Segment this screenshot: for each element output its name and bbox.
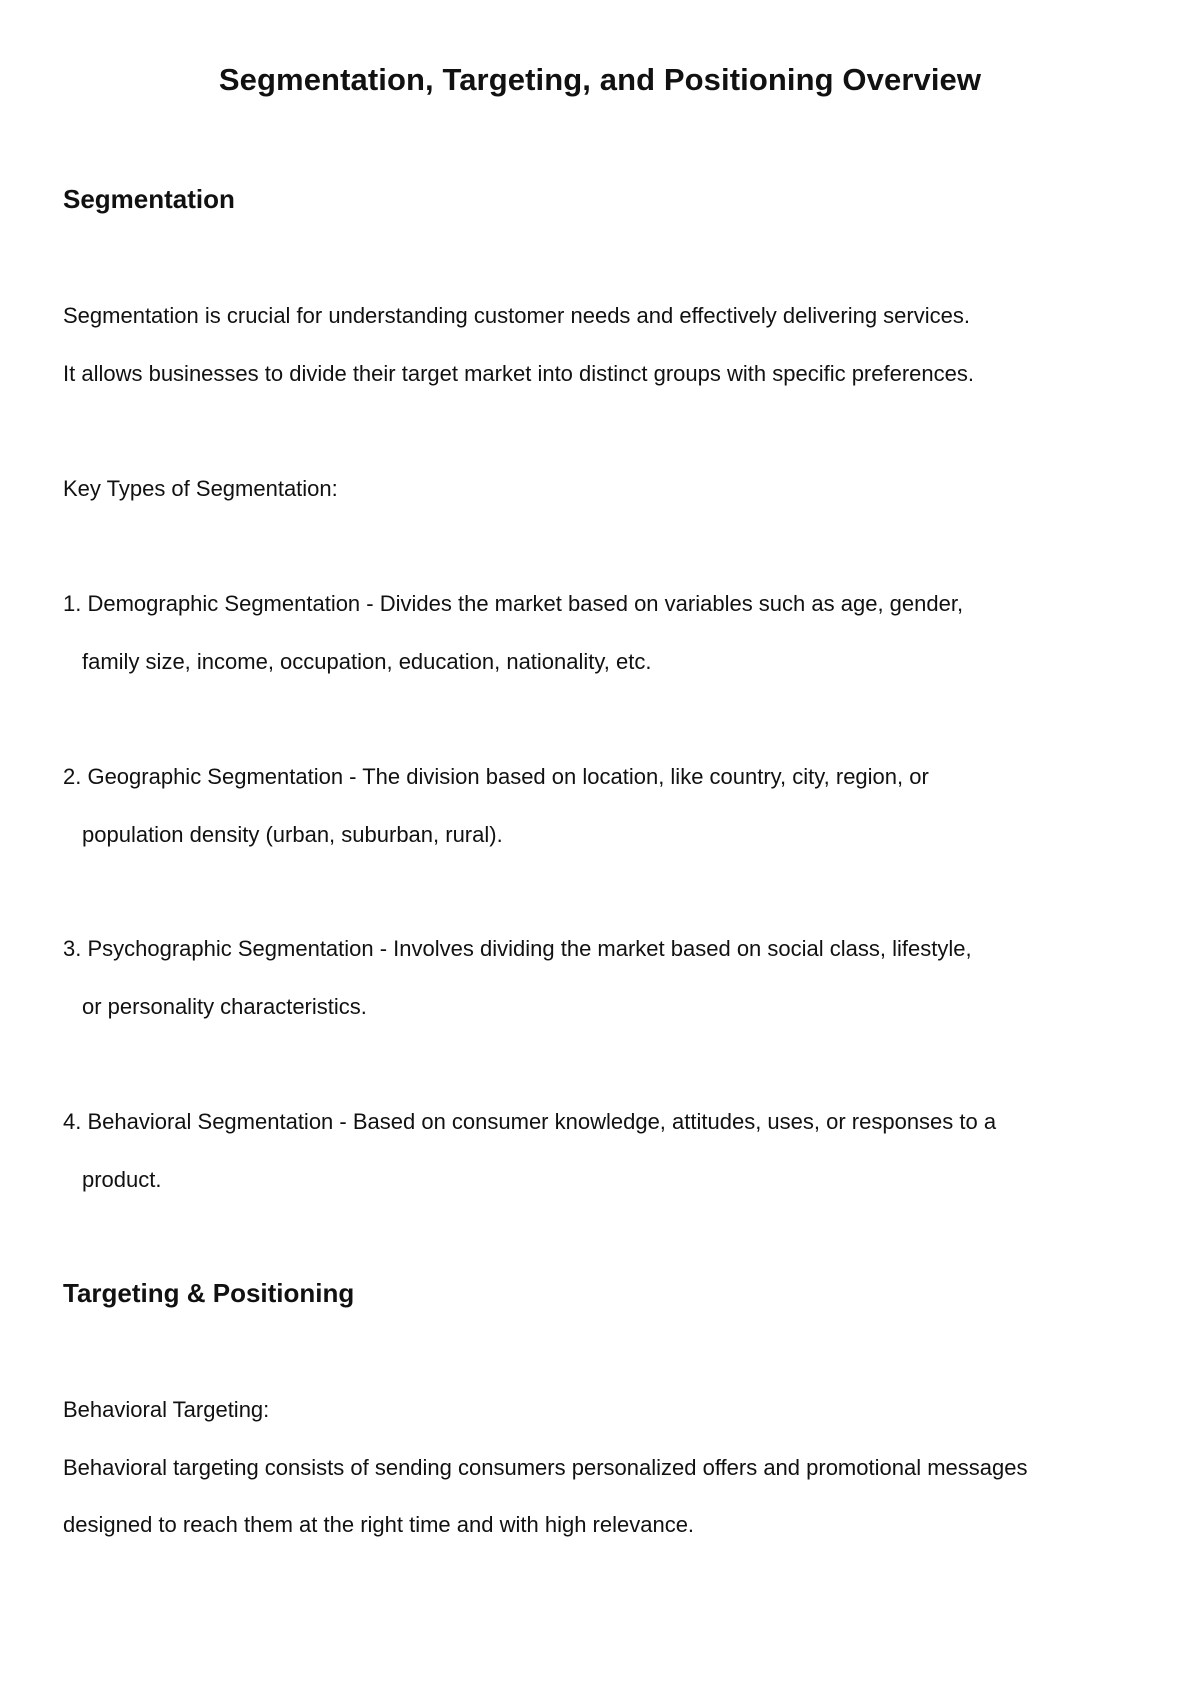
segmentation-type-psychographic: 3. Psychographic Segmentation - Involves dividing the market based on social class, lifestyle,	[63, 936, 972, 961]
segmentation-type-geographic-continued: population density (urban, suburban, rural).	[82, 822, 503, 847]
segmentation-type-psychographic-continued: or personality characteristics.	[82, 994, 367, 1019]
behavioral-targeting-body-line: Behavioral targeting consists of sending consumers personalized offers and promotional messages	[63, 1455, 1028, 1480]
segmentation-intro-line: It allows businesses to divide their target market into distinct groups with specific preferences.	[63, 361, 974, 386]
segmentation-type-geographic: 2. Geographic Segmentation - The division based on location, like country, city, region, or	[63, 764, 929, 789]
segmentation-type-demographic: 1. Demographic Segmentation - Divides the market based on variables such as age, gender,	[63, 591, 964, 616]
section-heading-segmentation: Segmentation	[63, 184, 235, 214]
behavioral-targeting-label: Behavioral Targeting:	[63, 1397, 270, 1422]
segmentation-type-behavioral: 4. Behavioral Segmentation - Based on consumer knowledge, attitudes, uses, or responses to a	[63, 1109, 997, 1134]
segmentation-type-demographic-continued: family size, income, occupation, education, nationality, etc.	[82, 649, 652, 674]
page-title: Segmentation, Targeting, and Positioning Overview	[218, 62, 982, 97]
segmentation-intro-line: Segmentation is crucial for understanding customer needs and effectively delivering services.	[63, 303, 970, 328]
behavioral-targeting-body-line: designed to reach them at the right time and with high relevance.	[63, 1512, 695, 1537]
segmentation-type-behavioral-continued: product.	[82, 1167, 162, 1192]
section-heading-targeting: Targeting & Positioning	[63, 1278, 355, 1308]
segmentation-types-label: Key Types of Segmentation:	[63, 476, 338, 501]
